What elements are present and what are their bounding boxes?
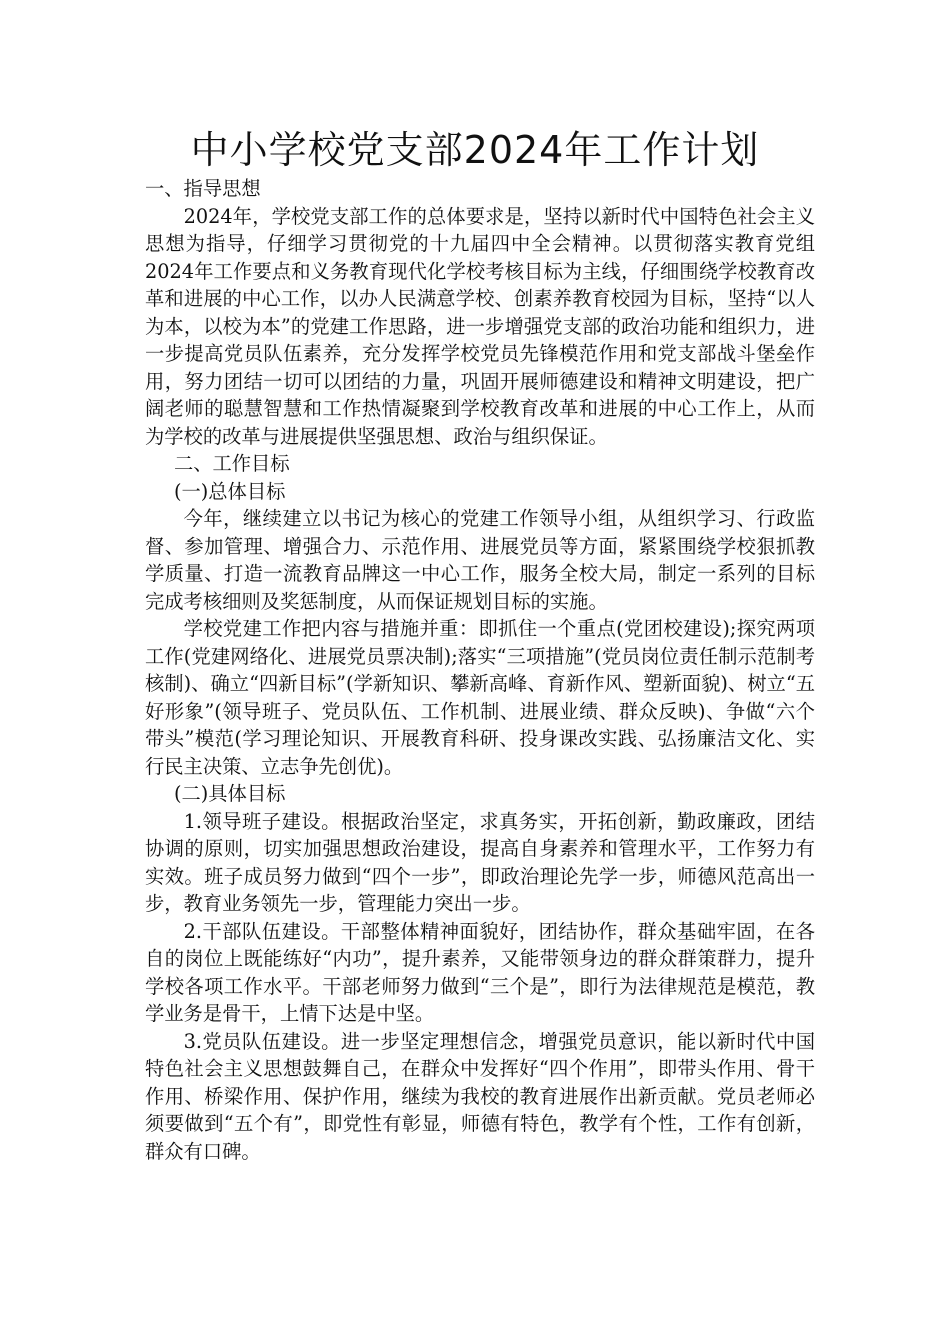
paragraph-cadre-building: 2.干部队伍建设。干部整体精神面貌好，团结协作，群众基础牢固，在各自的岗位上既能练好“内功”，提升素养，又能带领身边的群众群策群力，提升学校各项工作水平。干部老师努力做到“三个是”，即行为法律规范是模范，教学业务是骨干，上情下达是中坚。: [145, 919, 815, 1025]
paragraph-guiding-ideology: 2024年，学校党支部工作的总体要求是，坚持以新时代中国特色社会主义思想为指导，仔细学习贯彻党的十九届四中全会精神。以贯彻落实教育党组2024年工作要点和义务教育现代化学校考核目标为主线，仔细围绕学校教育改革和进展的中心工作，以办人民满意学校、创素养教育校园为目标，坚持“以人为本，以校为本”的党建工作思路，进一步增强党支部的政治功能和组织力，进一步提高党员队伍素养，充分发挥学校党员先锋模范作用和党支部战斗堡垒作用，努力团结一切可以团结的力量，巩固开展师德建设和精神文明建设，把广阔老师的聪慧智慧和工作热情凝聚到学校教育改革和进展的中心工作上，从而为学校的改革与进展提供坚强思想、政治与组织保证。: [145, 204, 815, 448]
subheading-specific-goals: (二)具体目标: [173, 782, 286, 805]
section-heading-guiding-ideology: 一、指导思想: [145, 177, 261, 200]
subheading-overall-goals: (一)总体目标: [173, 479, 286, 503]
paragraph-leadership-building: 1.领导班子建设。根据政治坚定，求真务实，开拓创新，勤政廉政，团结协调的原则，切实加强思想政治建设，提高自身素养和管理水平，工作努力有实效。班子成员努力做到“四个一步”，即政治理论先学一步，师德风范高出一步，教育业务领先一步，管理能力突出一步。: [145, 809, 815, 915]
paragraph-party-building-measures: 学校党建工作把内容与措施并重：即抓住一个重点(党团校建设);探究两项工作(党建网络化、进展党员票决制);落实“三项措施”(党员岗位责任制示范制考核制)、确立“四新目标”(学新知识、攀新高峰、育新作风、塑新面貌)、树立“五好形象”(领导班子、党员队伍、工作机制、进展业绩、群众反映)、争做“六个带头”模范(学习理论知识、开展教育科研、投身课改实践、弘扬廉洁文化、实行民主决策、立志争先创优)。: [145, 617, 815, 778]
paragraph-party-member-building: 3.党员队伍建设。进一步坚定理想信念，增强党员意识，能以新时代中国特色社会主义思想鼓舞自己，在群众中发挥好“四个作用”，即带头作用、骨干作用、桥梁作用、保护作用，继续为我校的教育进展作出新贡献。党员老师必须要做到“五个有”，即党性有彰显，师德有特色，教学有个性，工作有创新，群众有口碑。: [145, 1029, 815, 1163]
paragraph-overall-goals: 今年，继续建立以书记为核心的党建工作领导小组，从组织学习、行政监督、参加管理、增强合力、示范作用、进展党员等方面，紧紧围绕学校狠抓教学质量、打造一流教育品牌这一中心工作，服务全校大局，制定一系列的目标完成考核细则及奖惩制度，从而保证规划目标的实施。: [145, 507, 815, 613]
document-body: [145, 175, 815, 1165]
document-title: 中小学校党支部2024年工作计划: [190, 128, 760, 172]
section-heading-work-goals: 二、工作目标: [173, 452, 290, 475]
